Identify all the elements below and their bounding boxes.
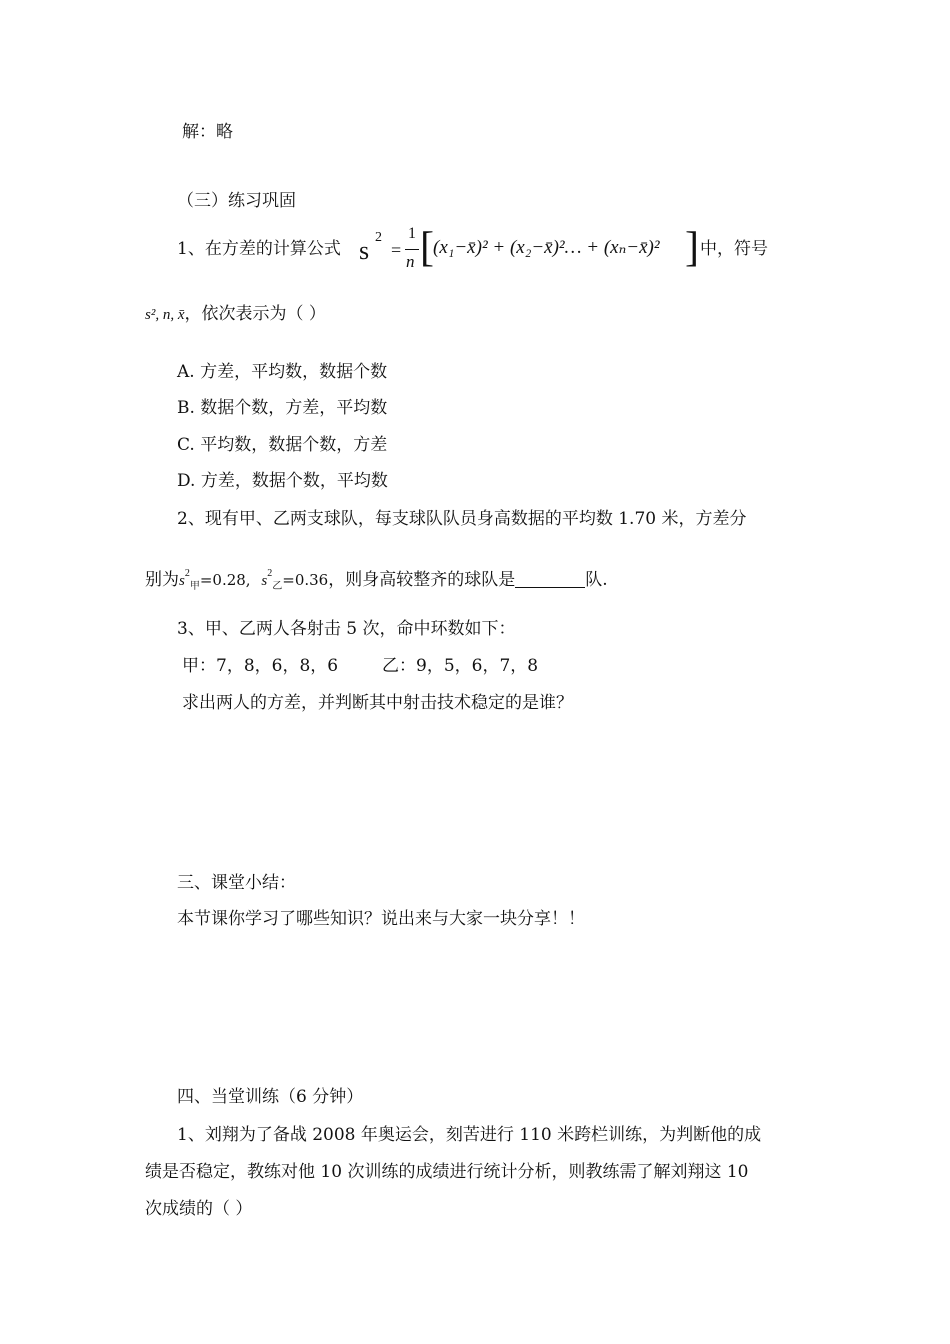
q1-prefix: 1、在方差的计算公式 [177, 239, 341, 259]
s-yi-symbol: $s^2_乙$ [261, 568, 283, 592]
s-yi-value: =0.36 [282, 571, 329, 589]
formula-bracket-right: ] [685, 225, 699, 271]
formula-frac-bar [405, 249, 419, 250]
formula-lhs: s [359, 236, 370, 265]
q2-answer-blank[interactable] [515, 569, 585, 588]
q1-option-d: D. 方差，数据个数，平均数 [177, 471, 388, 491]
q3-yi: 乙：9，5，6，7，8 [382, 656, 539, 676]
summary-text: 本节课你学习了哪些知识？说出来与大家一块分享！！ [177, 909, 585, 929]
q2-line2-end: 队. [585, 570, 608, 590]
q3-line1: 3、甲、乙两人各射击 5 次，命中环数如下： [177, 619, 516, 639]
q2-line2-prefix: 别为 [145, 570, 179, 590]
q1-ask: ，依次表示为（ ） [184, 304, 326, 324]
training-q1-line3: 次成绩的（ ） [145, 1199, 253, 1219]
q2-line2-mid: ，则身高较整齐的球队是 [328, 570, 516, 590]
q1-symbols-line [145, 303, 326, 326]
q1-option-b: B. 数据个数，方差，平均数 [177, 398, 388, 418]
q1-option-a: A. 方差，平均数，数据个数 [177, 362, 388, 382]
q3-jia: 甲：7，8，6，8，6 [182, 656, 339, 676]
practice-heading: （三）练习巩固 [177, 191, 296, 211]
solution-text: 解：略 [182, 122, 233, 142]
q2-line2 [145, 563, 608, 598]
s-jia-symbol: $s^2_甲$ [179, 568, 200, 592]
formula-frac-den: n [406, 252, 415, 271]
q1-symbols: s², n, x̄ [145, 307, 185, 323]
q1-suffix: 中，符号 [700, 239, 768, 259]
formula-bracket-left: [ [420, 225, 434, 271]
formula-equals: = [391, 240, 402, 260]
s-jia-value: =0.28, [199, 571, 251, 589]
training-q1-line1: 1、刘翔为了备战 2008 年奥运会，刻苦进行 110 米跨栏训练，为判断他的成 [177, 1125, 762, 1145]
s-yi-sub: 乙 [272, 581, 283, 592]
q3-line3: 求出两人的方差，并判断其中射击技术稳定的是谁？ [182, 693, 573, 713]
q2-line1: 2、现有甲、乙两支球队，每支球队队员身高数据的平均数 1.70 米，方差分 [177, 509, 747, 529]
formula-body: (x₁−x̄)² + (x₂−x̄)²… + (xₙ−x̄)² [433, 237, 660, 258]
formula-frac-num: 1 [408, 225, 416, 242]
training-heading: 四、当堂训练（6 分钟） [177, 1087, 364, 1107]
summary-heading: 三、课堂小结： [177, 873, 296, 893]
formula-lhs-exp: 2 [375, 230, 382, 245]
training-q1-line2: 绩是否稳定，教练对他 10 次训练的成绩进行统计分析，则教练需了解刘翔这 10 [145, 1162, 749, 1182]
s-jia-sub: 甲 [189, 581, 200, 592]
q1-option-c: C. 平均数，数据个数，方差 [177, 435, 388, 455]
